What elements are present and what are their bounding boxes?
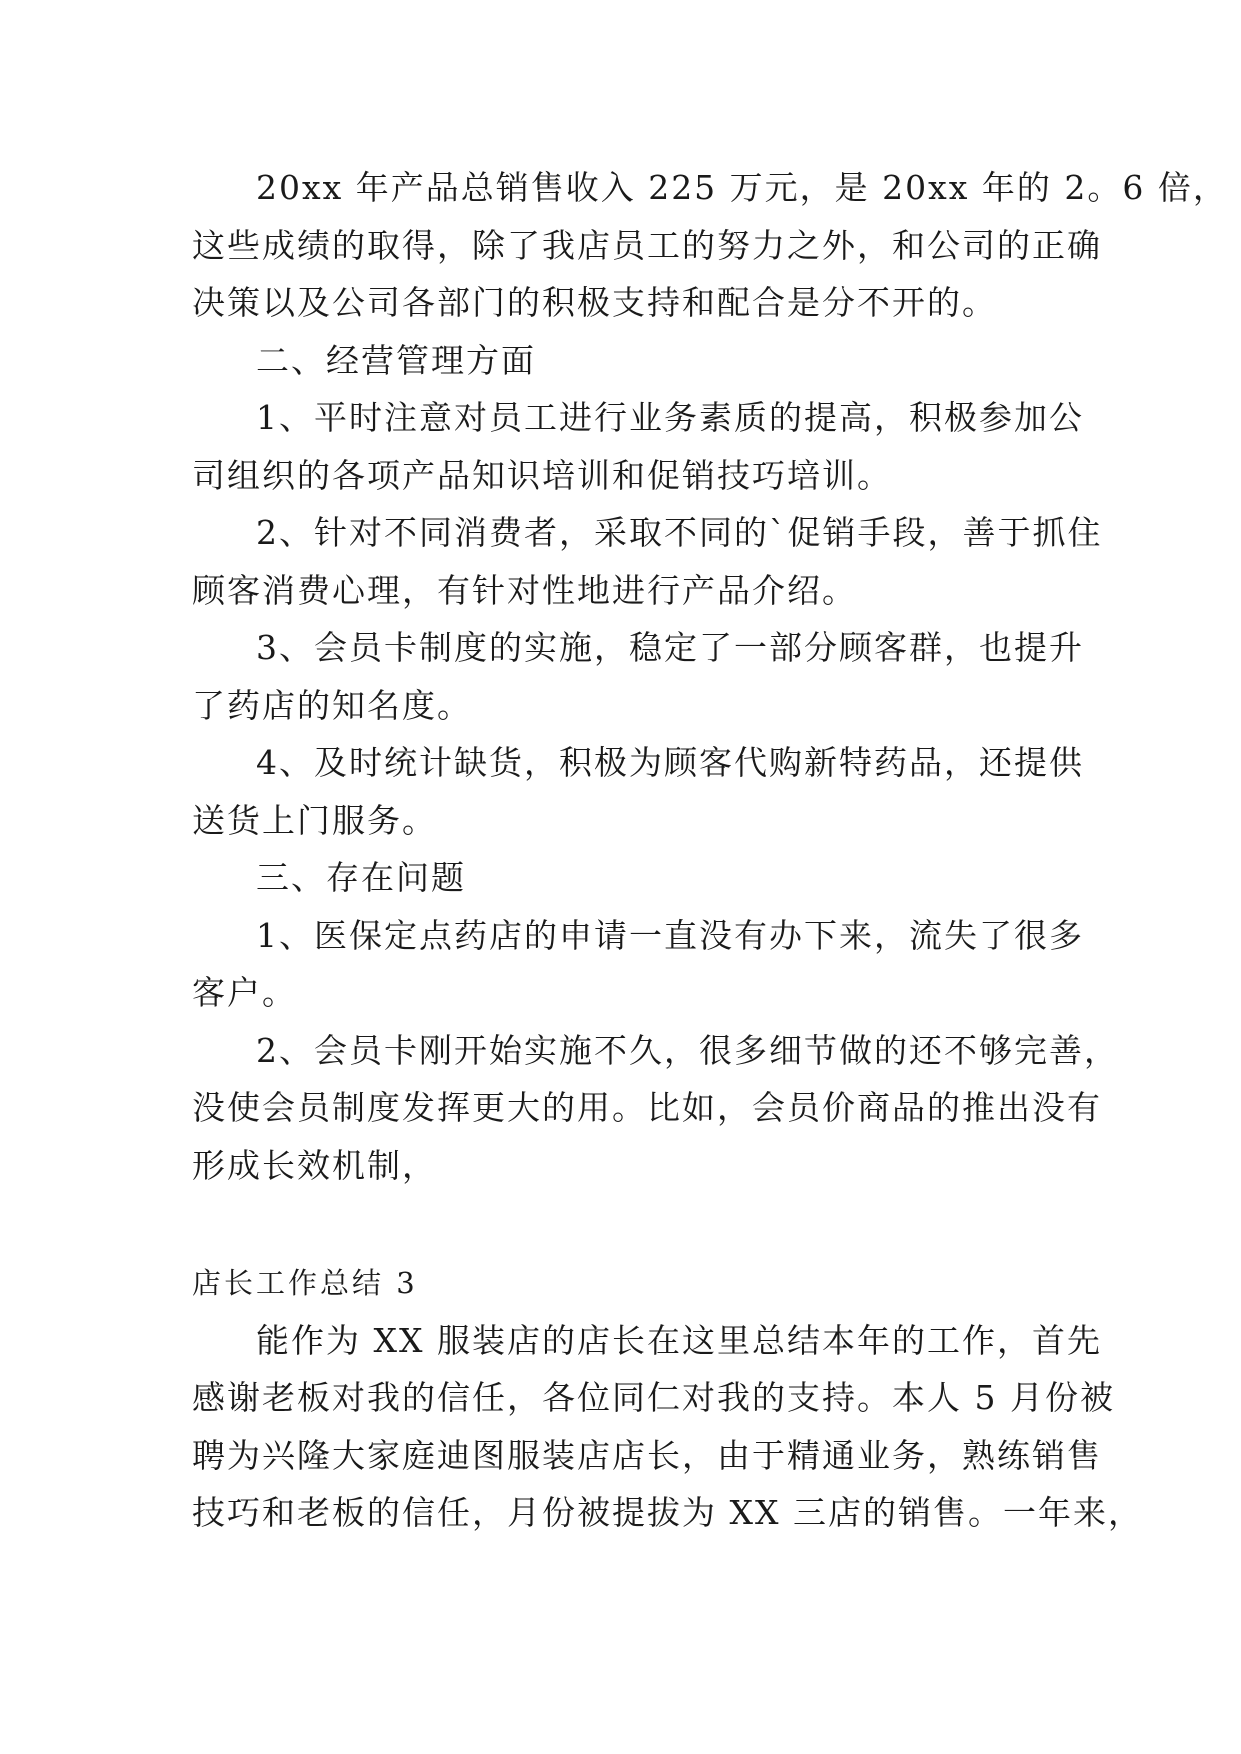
paragraph-line: 技巧和老板的信任，月份被提拔为 XX 三店的销售。一年来，	[192, 1493, 1143, 1532]
paragraph-line: 聘为兴隆大家庭迪图服装店店长，由于精通业务，熟练销售	[192, 1436, 1102, 1475]
paragraph-line: 送货上门服务。	[192, 801, 437, 840]
paragraph-line: 2、针对不同消费者，采取不同的`促销手段，善于抓住	[256, 513, 1103, 552]
paragraph-line: 形成长效机制，	[192, 1146, 437, 1185]
paragraph-line: 没使会员制度发挥更大的用。比如，会员价商品的推出没有	[192, 1088, 1102, 1127]
section-heading: 三、存在问题	[256, 858, 466, 897]
paragraph-line: 了药店的知名度。	[192, 686, 472, 725]
paragraph-line: 感谢老板对我的信任，各位同仁对我的支持。本人 5 月份被	[192, 1378, 1115, 1417]
paragraph-line: 1、医保定点药店的申请一直没有办下来，流失了很多	[256, 916, 1084, 955]
paragraph-line: 这些成绩的取得，除了我店员工的努力之外，和公司的正确	[192, 226, 1102, 265]
paragraph-line: 2、会员卡刚开始实施不久，很多细节做的还不够完善，	[256, 1031, 1119, 1070]
paragraph-line: 司组织的各项产品知识培训和促销技巧培训。	[192, 456, 892, 495]
paragraph-line: 顾客消费心理，有针对性地进行产品介绍。	[192, 571, 857, 610]
paragraph-line: 能作为 XX 服装店的店长在这里总结本年的工作，首先	[256, 1321, 1102, 1360]
paragraph-line: 4、及时统计缺货，积极为顾客代购新特药品，还提供	[256, 743, 1084, 782]
paragraph-line: 20xx 年产品总销售收入 225 万元，是 20xx 年的 2。6 倍，	[256, 168, 1228, 207]
section-heading: 二、经营管理方面	[256, 341, 536, 380]
paragraph-line: 客户。	[192, 973, 297, 1012]
paragraph-line: 1、平时注意对员工进行业务素质的提高，积极参加公	[256, 398, 1084, 437]
paragraph-line: 决策以及公司各部门的积极支持和配合是分不开的。	[192, 283, 997, 322]
document-title: 店长工作总结 3	[192, 1266, 418, 1300]
paragraph-line: 3、会员卡制度的实施，稳定了一部分顾客群，也提升	[256, 628, 1084, 667]
